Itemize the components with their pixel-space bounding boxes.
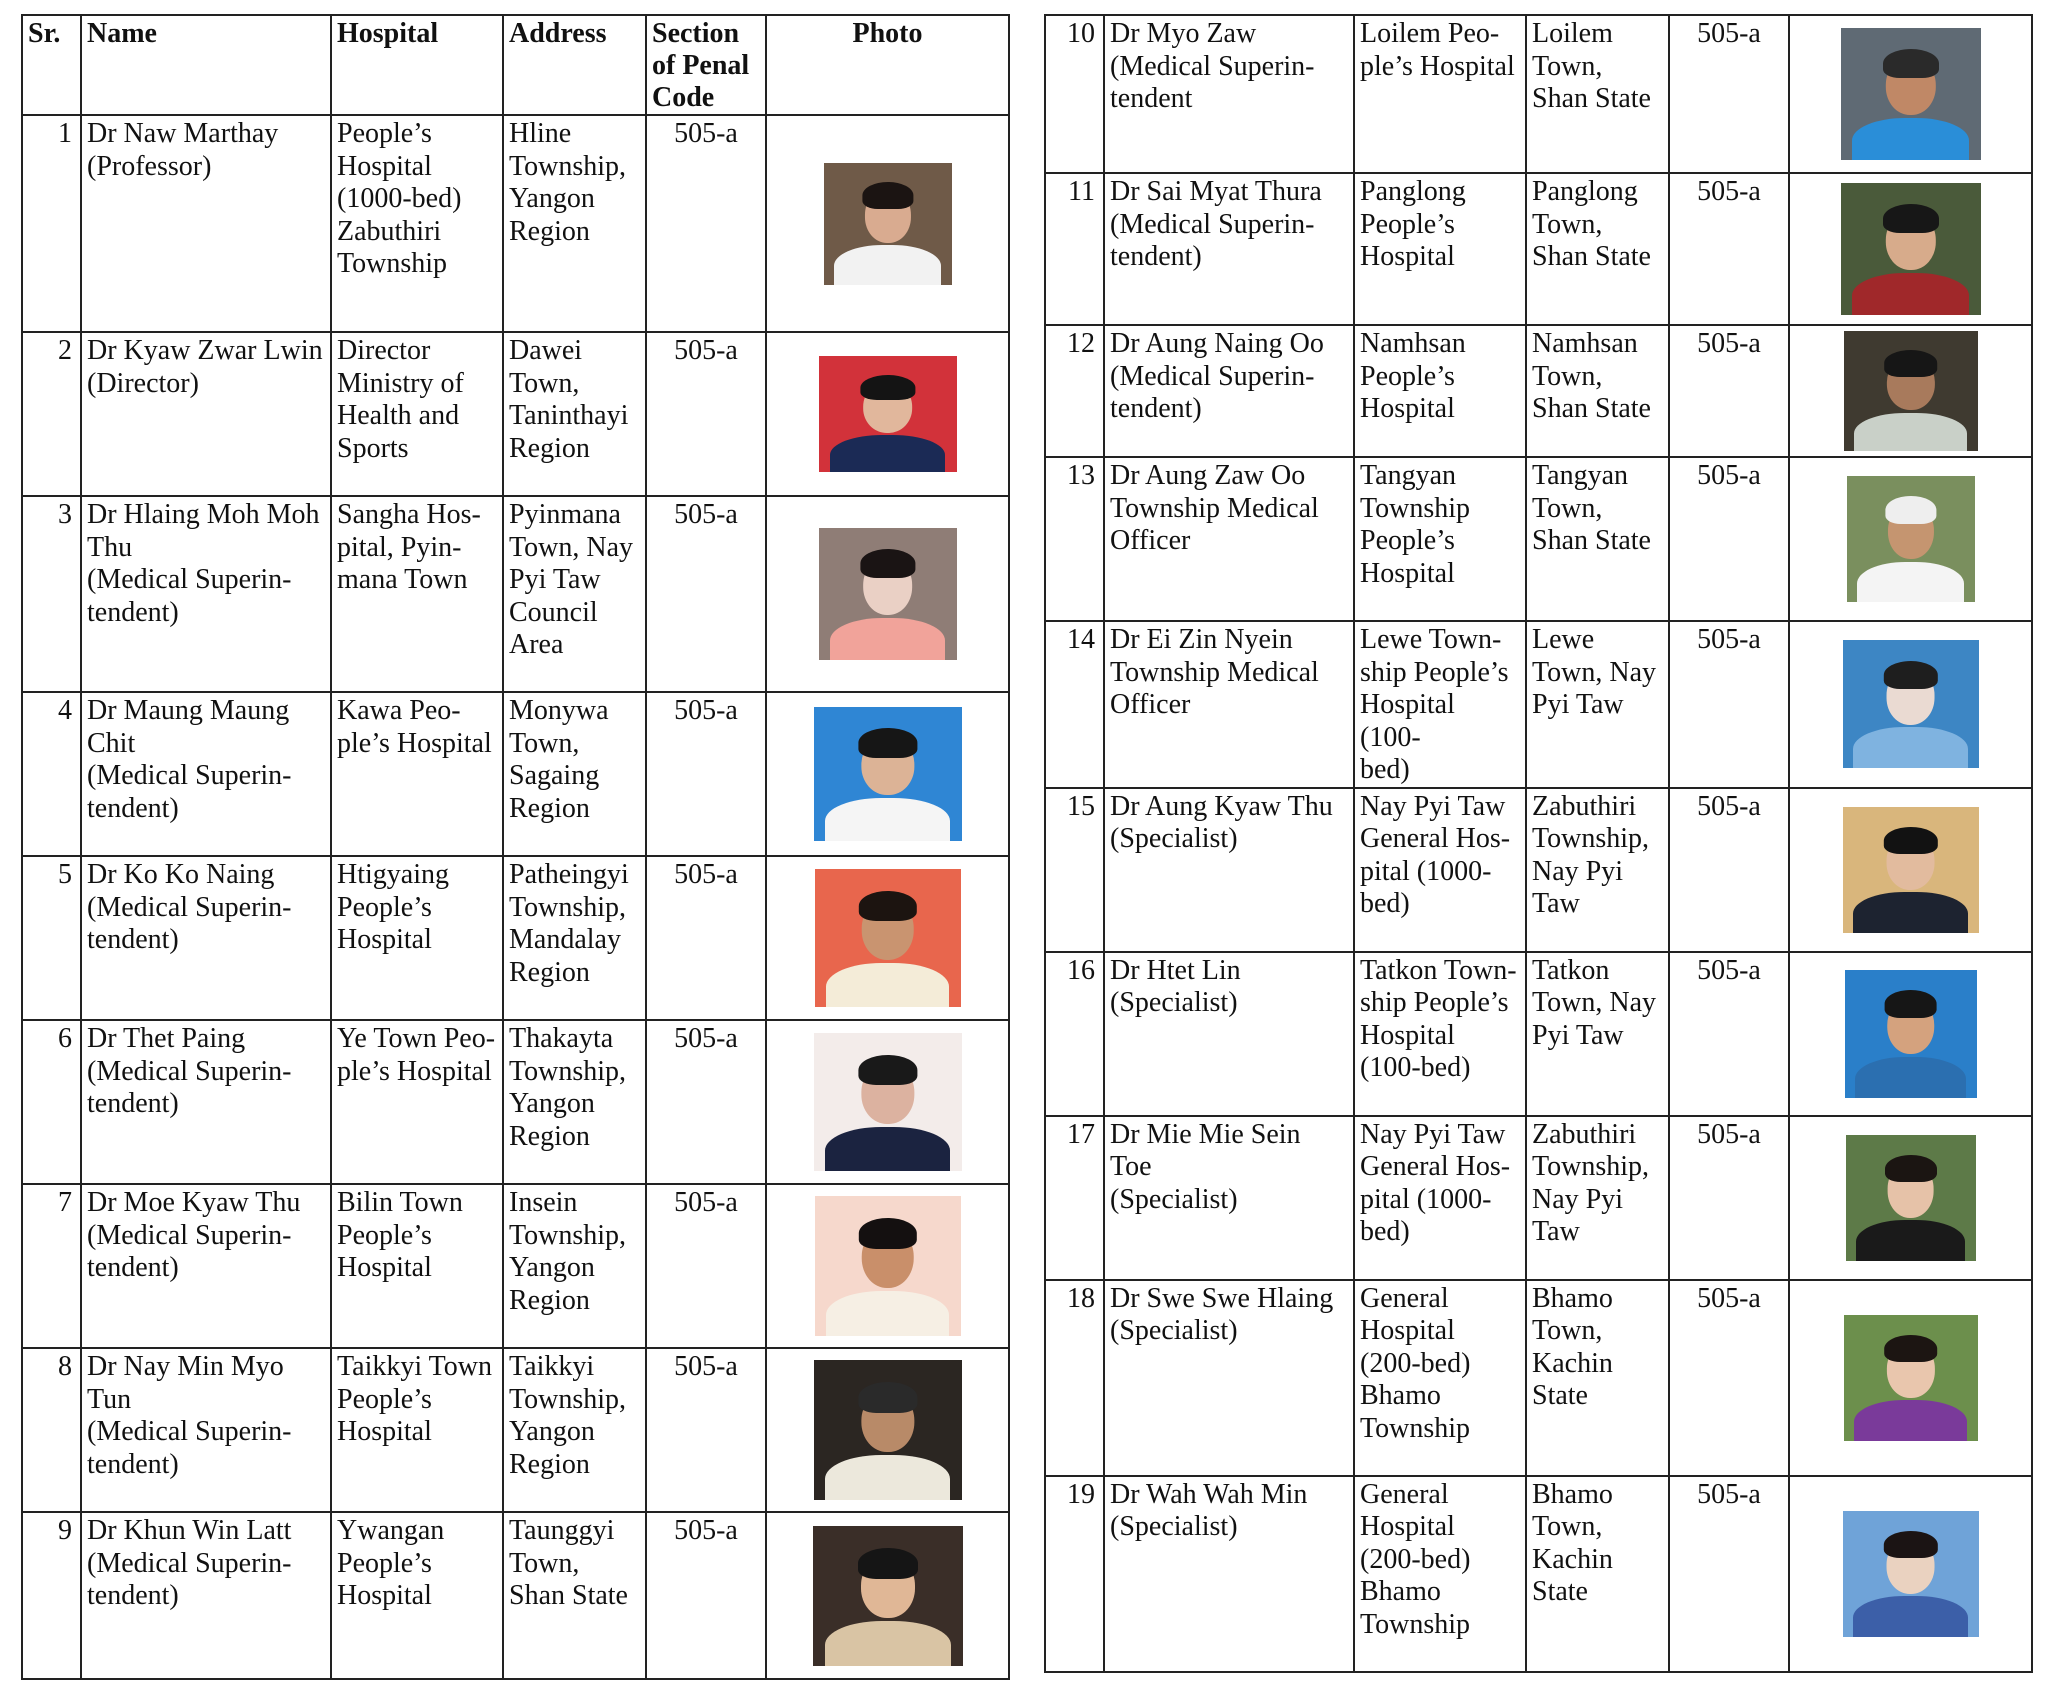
row-address: Thakayta Township, Yangon Region: [503, 1020, 646, 1184]
row-name: Dr Naw Marthay (Professor): [81, 115, 331, 332]
row-hospital: Namhsan People’s Hospital: [1354, 325, 1526, 457]
table-row: [1045, 457, 2032, 621]
row-name: Dr Htet Lin (Specialist): [1104, 952, 1354, 1116]
row-sr: 11: [1045, 173, 1104, 325]
row-hospital: Panglong People’s Hospital: [1354, 173, 1526, 325]
row-section: 505-a: [1669, 173, 1789, 325]
row-name: Dr Myo Zaw (Medical Superin- tendent: [1104, 15, 1354, 173]
row-photo-cell: [1789, 1280, 2032, 1476]
row-sr: 6: [22, 1020, 81, 1184]
officials-table-right: [1044, 14, 2033, 1673]
row-section: 505-a: [1669, 1280, 1789, 1476]
row-name: Dr Moe Kyaw Thu (Medical Superin- tendent): [81, 1184, 331, 1348]
row-section: 505-a: [1669, 15, 1789, 173]
portrait-photo: [1843, 640, 1979, 768]
table-row: [1045, 621, 2032, 788]
row-name: Dr Swe Swe Hlaing (Specialist): [1104, 1280, 1354, 1476]
row-address: Namhsan Town, Shan State: [1526, 325, 1669, 457]
row-name: Dr Aung Zaw Oo Township Medical Officer: [1104, 457, 1354, 621]
header-hospital: Hospital: [331, 15, 503, 115]
row-section: 505-a: [1669, 1116, 1789, 1280]
row-address: Bhamo Town, Kachin State: [1526, 1280, 1669, 1476]
row-address: Monywa Town, Sagaing Region: [503, 692, 646, 856]
table-row: [1045, 1116, 2032, 1280]
header-name: Name: [81, 15, 331, 115]
header-row: [22, 15, 1009, 115]
table-row: [1045, 1280, 2032, 1476]
row-hospital: General Hospital (200-bed) Bhamo Township: [1354, 1280, 1526, 1476]
portrait-photo: [1844, 331, 1978, 451]
row-photo-cell: [766, 692, 1009, 856]
row-photo-cell: [766, 115, 1009, 332]
row-address: Tatkon Town, Nay Pyi Taw: [1526, 952, 1669, 1116]
portrait-photo: [815, 1196, 961, 1336]
portrait-photo: [1844, 1315, 1978, 1441]
row-sr: 15: [1045, 788, 1104, 952]
officials-table-left: [21, 14, 1010, 1680]
row-photo-cell: [1789, 788, 2032, 952]
row-address: Bhamo Town, Kachin State: [1526, 1476, 1669, 1672]
row-section: 505-a: [646, 1184, 766, 1348]
header-photo: Photo: [766, 15, 1009, 115]
row-photo-cell: [1789, 173, 2032, 325]
portrait-photo: [1843, 807, 1979, 933]
row-sr: 9: [22, 1512, 81, 1679]
row-photo-cell: [766, 1348, 1009, 1512]
row-section: 505-a: [1669, 325, 1789, 457]
row-hospital: Bilin Town People’s Hospital: [331, 1184, 503, 1348]
row-name: Dr Wah Wah Min (Specialist): [1104, 1476, 1354, 1672]
portrait-photo: [815, 869, 961, 1007]
row-photo-cell: [766, 856, 1009, 1020]
row-sr: 19: [1045, 1476, 1104, 1672]
row-hospital: Loilem Peo- ple’s Hospital: [1354, 15, 1526, 173]
portrait-photo: [814, 1360, 962, 1500]
row-hospital: Director Ministry of Health and Sports: [331, 332, 503, 496]
row-section: 505-a: [1669, 952, 1789, 1116]
row-photo-cell: [766, 1020, 1009, 1184]
header-address: Address: [503, 15, 646, 115]
table-row: [22, 1020, 1009, 1184]
row-section: 505-a: [646, 496, 766, 692]
row-photo-cell: [766, 1512, 1009, 1679]
row-photo-cell: [766, 1184, 1009, 1348]
row-sr: 18: [1045, 1280, 1104, 1476]
row-sr: 5: [22, 856, 81, 1020]
table-row: [22, 1512, 1009, 1679]
table-row: [22, 115, 1009, 332]
row-hospital: Htigyaing People’s Hospital: [331, 856, 503, 1020]
row-sr: 2: [22, 332, 81, 496]
row-name: Dr Kyaw Zwar Lwin (Director): [81, 332, 331, 496]
row-section: 505-a: [1669, 788, 1789, 952]
row-address: Lewe Town, Nay Pyi Taw: [1526, 621, 1669, 788]
table-row: [1045, 788, 2032, 952]
row-address: Patheingyi Township, Mandalay Region: [503, 856, 646, 1020]
row-hospital: Nay Pyi Taw General Hos- pital (1000- bed): [1354, 788, 1526, 952]
row-hospital: Tangyan Township People’s Hospital: [1354, 457, 1526, 621]
table-row: [22, 1184, 1009, 1348]
table-row: [22, 692, 1009, 856]
row-photo-cell: [1789, 952, 2032, 1116]
row-name: Dr Sai Myat Thura (Medical Superin- tendent): [1104, 173, 1354, 325]
row-name: Dr Khun Win Latt (Medical Superin- tendent): [81, 1512, 331, 1679]
table-row: [1045, 952, 2032, 1116]
row-address: Hline Township, Yangon Region: [503, 115, 646, 332]
table-row: [1045, 1476, 2032, 1672]
row-photo-cell: [1789, 15, 2032, 173]
row-hospital: Kawa Peo- ple’s Hospital: [331, 692, 503, 856]
portrait-photo: [813, 1526, 963, 1666]
portrait-photo: [1847, 476, 1975, 602]
row-name: Dr Mie Mie Sein Toe (Specialist): [1104, 1116, 1354, 1280]
row-address: Zabuthiri Township, Nay Pyi Taw: [1526, 788, 1669, 952]
row-section: 505-a: [1669, 621, 1789, 788]
row-name: Dr Aung Naing Oo (Medical Superin- tendent): [1104, 325, 1354, 457]
portrait-photo: [1845, 970, 1977, 1098]
row-section: 505-a: [646, 1348, 766, 1512]
portrait-photo: [1843, 1511, 1979, 1637]
row-hospital: Taikkyi Town People’s Hospital: [331, 1348, 503, 1512]
table-row: [22, 332, 1009, 496]
row-hospital: Ye Town Peo- ple’s Hospital: [331, 1020, 503, 1184]
row-hospital: Lewe Town- ship People’s Hospital (100- bed): [1354, 621, 1526, 788]
row-address: Loilem Town, Shan State: [1526, 15, 1669, 173]
portrait-photo: [824, 163, 952, 285]
table-row: [22, 1348, 1009, 1512]
row-name: Dr Ko Ko Naing (Medical Superin- tendent): [81, 856, 331, 1020]
portrait-photo: [1846, 1135, 1976, 1261]
row-hospital: Tatkon Town- ship People’s Hospital (100-bed): [1354, 952, 1526, 1116]
row-name: Dr Nay Min Myo Tun (Medical Superin- tendent): [81, 1348, 331, 1512]
row-address: Tangyan Town, Shan State: [1526, 457, 1669, 621]
row-sr: 14: [1045, 621, 1104, 788]
row-address: Taikkyi Township, Yangon Region: [503, 1348, 646, 1512]
row-address: Dawei Town, Taninthayi Region: [503, 332, 646, 496]
row-sr: 4: [22, 692, 81, 856]
row-name: Dr Thet Paing (Medical Superin- tendent): [81, 1020, 331, 1184]
portrait-photo: [814, 707, 962, 841]
row-sr: 1: [22, 115, 81, 332]
row-photo-cell: [766, 496, 1009, 692]
header-section: Section of Penal Code: [646, 15, 766, 115]
row-name: Dr Hlaing Moh Moh Thu (Medical Superin- tendent): [81, 496, 331, 692]
row-photo-cell: [1789, 621, 2032, 788]
table-row: [1045, 325, 2032, 457]
row-address: Insein Township, Yangon Region: [503, 1184, 646, 1348]
table-row: [1045, 15, 2032, 173]
table-row: [22, 856, 1009, 1020]
table-row: [1045, 173, 2032, 325]
row-sr: 10: [1045, 15, 1104, 173]
row-address: Zabuthiri Township, Nay Pyi Taw: [1526, 1116, 1669, 1280]
row-photo-cell: [1789, 325, 2032, 457]
row-name: Dr Ei Zin Nyein Township Medical Officer: [1104, 621, 1354, 788]
row-section: 505-a: [646, 1512, 766, 1679]
row-section: 505-a: [646, 332, 766, 496]
portrait-photo: [819, 356, 957, 472]
row-photo-cell: [1789, 1476, 2032, 1672]
row-address: Panglong Town, Shan State: [1526, 173, 1669, 325]
row-section: 505-a: [646, 1020, 766, 1184]
row-sr: 8: [22, 1348, 81, 1512]
row-section: 505-a: [646, 856, 766, 1020]
row-hospital: General Hospital (200-bed) Bhamo Township: [1354, 1476, 1526, 1672]
row-section: 505-a: [646, 692, 766, 856]
portrait-photo: [1841, 183, 1981, 315]
row-address: Taunggyi Town, Shan State: [503, 1512, 646, 1679]
portrait-photo: [819, 528, 957, 660]
row-section: 505-a: [1669, 457, 1789, 621]
table-row: [22, 496, 1009, 692]
row-hospital: People’s Hospital (1000-bed) Zabuthiri Township: [331, 115, 503, 332]
row-address: Pyinmana Town, Nay Pyi Taw Council Area: [503, 496, 646, 692]
row-name: Dr Aung Kyaw Thu (Specialist): [1104, 788, 1354, 952]
row-sr: 3: [22, 496, 81, 692]
row-photo-cell: [1789, 457, 2032, 621]
row-photo-cell: [766, 332, 1009, 496]
row-sr: 17: [1045, 1116, 1104, 1280]
row-section: 505-a: [1669, 1476, 1789, 1672]
row-section: 505-a: [646, 115, 766, 332]
row-photo-cell: [1789, 1116, 2032, 1280]
row-sr: 13: [1045, 457, 1104, 621]
portrait-photo: [814, 1033, 962, 1171]
portrait-photo: [1841, 28, 1981, 160]
row-name: Dr Maung Maung Chit (Medical Superin- tendent): [81, 692, 331, 856]
row-sr: 7: [22, 1184, 81, 1348]
row-sr: 12: [1045, 325, 1104, 457]
row-sr: 16: [1045, 952, 1104, 1116]
row-hospital: Nay Pyi Taw General Hos- pital (1000- bed): [1354, 1116, 1526, 1280]
header-sr: Sr.: [22, 15, 81, 115]
row-hospital: Ywangan People’s Hospital: [331, 1512, 503, 1679]
row-hospital: Sangha Hos- pital, Pyin- mana Town: [331, 496, 503, 692]
